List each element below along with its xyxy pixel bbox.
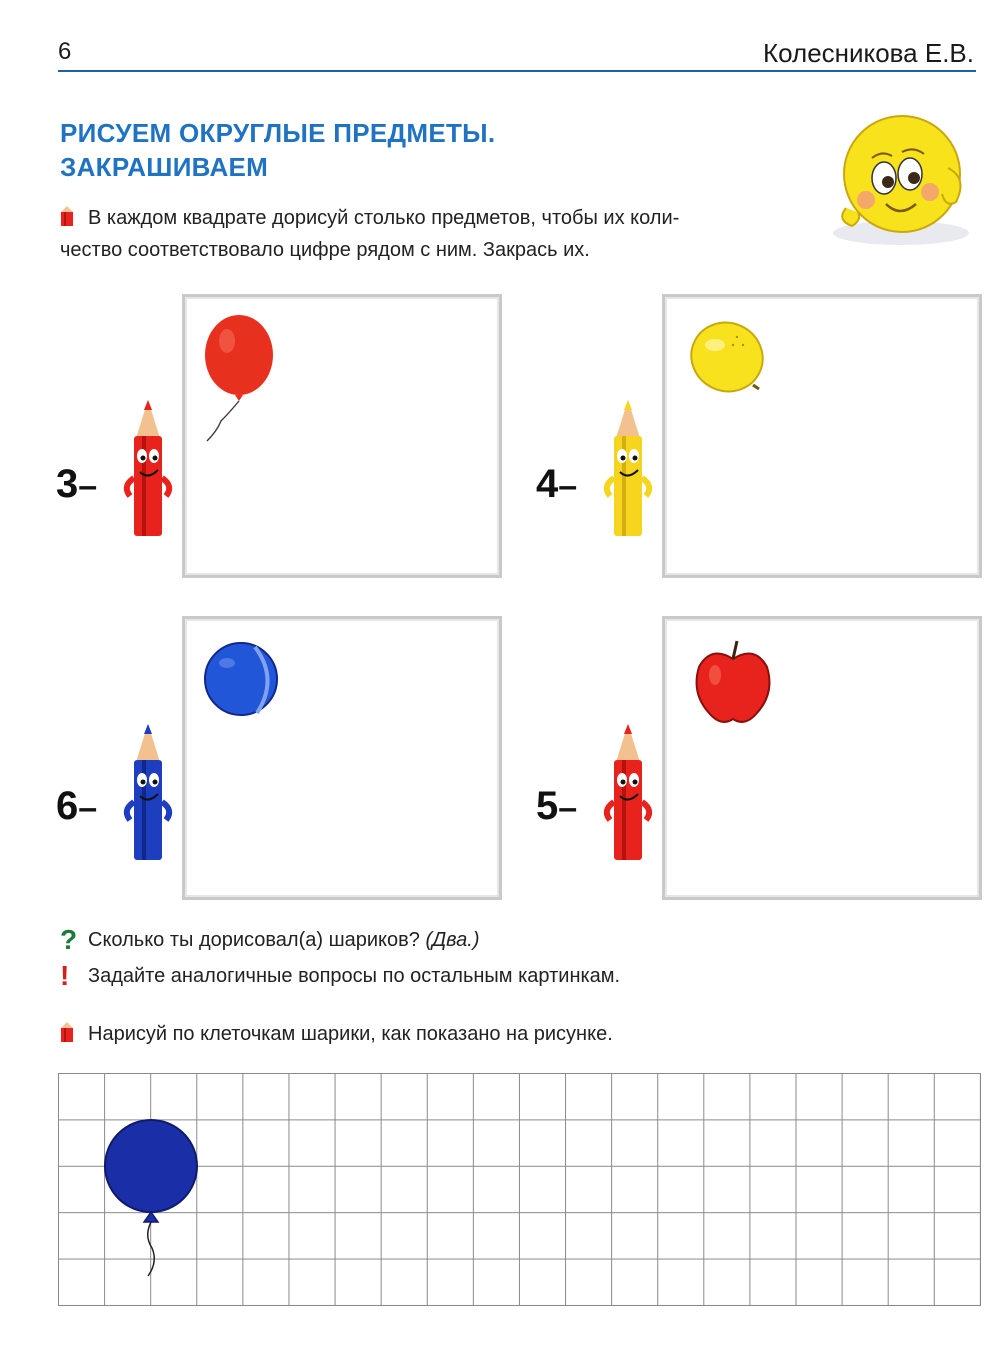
red-pencil-character-icon: [120, 398, 176, 540]
grid-balloon-icon: [100, 1116, 202, 1286]
hint-text: Задайте аналогичные вопросы по остальным картинкам.: [88, 965, 621, 987]
red-pencil-character-icon-2: [600, 722, 656, 864]
title-line-2: ЗАКРАШИВАЕМ: [60, 152, 269, 182]
task-box-1[interactable]: [182, 294, 502, 578]
title-line-1: РИСУЕМ ОКРУГЛЫЕ ПРЕДМЕТЫ.: [60, 118, 496, 148]
task-number-1: 3–: [56, 462, 98, 506]
pencil-bullet-icon: [60, 204, 74, 224]
page-title: [60, 116, 495, 184]
ball-icon: [203, 641, 283, 721]
instruction-line-1: В каждом квадрате дорисуй столько предметов, чтобы их коли-: [88, 207, 680, 229]
grid-instruction-text: Нарисуй по клеточкам шарики, как показано на рисунке.: [88, 1023, 613, 1045]
task-box-2[interactable]: [662, 294, 982, 578]
yellow-pencil-character-icon: [600, 398, 656, 540]
balloon-icon: [199, 313, 279, 443]
question-mark-icon: ?: [60, 924, 78, 955]
question-answer: (Два.): [425, 929, 480, 951]
page-number: 6: [58, 38, 72, 65]
question-line: [60, 924, 480, 956]
header-divider: [58, 70, 976, 72]
pencil-bullet-icon-2: [60, 1022, 74, 1042]
blue-pencil-character-icon: [120, 722, 176, 864]
smiling-face-mascot-icon: [826, 108, 976, 248]
instruction-text: [60, 202, 820, 266]
hint-line: [60, 960, 620, 992]
task-number-4: 5–: [536, 784, 578, 828]
instruction-line-2: чество соответствовало цифре рядом с ним. Закрась их.: [60, 239, 590, 261]
author-name: Колесникова Е.В.: [762, 38, 974, 68]
exclamation-mark-icon: !: [60, 960, 70, 991]
task-number-3: 6–: [56, 784, 98, 828]
task-number-2: 4–: [536, 462, 578, 506]
grid-instruction: [60, 1022, 613, 1046]
lemon-icon: [687, 315, 767, 397]
task-box-4[interactable]: [662, 616, 982, 900]
question-text: Сколько ты дорисовал(а) шариков?: [88, 929, 420, 951]
task-box-3[interactable]: [182, 616, 502, 900]
apple-icon: [691, 637, 775, 727]
